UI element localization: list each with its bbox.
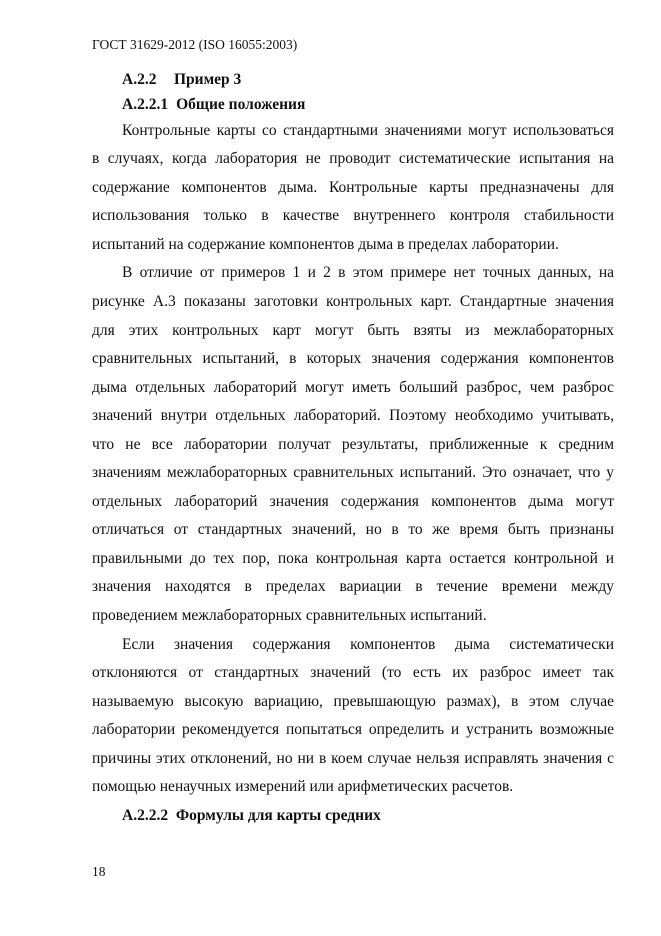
subsection-heading-formulas: [122, 802, 644, 831]
paragraph-line: называемую высокую вариацию, превышающую размах), в этом случае: [92, 692, 614, 710]
paragraph-line: испытаний на содержание компонентов дыма в пределах лаборатории.: [92, 235, 559, 253]
paragraph-line: значения находятся в пределах вариации в течение времени между: [92, 578, 614, 596]
subsection2-title: Формулы для карты средних: [175, 806, 381, 824]
subsection2-number: А.2.2.2: [122, 806, 169, 824]
paragraph-line: рисунке А.3 показаны заготовки контрольных карт. Стандартные значения: [92, 292, 614, 310]
document-header: ГОСТ 31629-2012 (ISO 16055:2003): [92, 37, 298, 52]
paragraph-line: в случаях, когда лаборатория не проводит систематические испытания на: [92, 150, 614, 168]
paragraph-line: отклоняются от стандартных значений (то есть их разброс имеет так: [92, 664, 614, 682]
paragraph-line: значений внутри отдельных лабораторий. Поэтому необходимо учитывать,: [92, 407, 614, 425]
paragraph-line: отдельных лабораторий значения содержания компонентов дыма могут: [92, 492, 614, 510]
paragraph-line: содержание компонентов дыма. Контрольные карты предназначены для: [92, 178, 614, 196]
paragraph-line: В отличие от примеров 1 и 2 в этом примере нет точных данных, на: [122, 264, 614, 282]
paragraph: [92, 117, 614, 260]
subsection-number: А.2.2.1: [122, 96, 169, 113]
paragraph-line: для этих контрольных карт могут быть взяты из межлабораторных: [92, 321, 614, 339]
subsection-title: Общие положения: [176, 96, 306, 113]
section-title: Пример 3: [174, 71, 242, 88]
paragraph-line: проведением межлабораторных сравнительных испытаний.: [92, 606, 487, 624]
paragraph-line: значениям межлабораторных сравнительных испытаний. Это означает, что у: [92, 464, 614, 482]
paragraph-line: Если значения содержания компонентов дыма систематически: [122, 635, 614, 653]
paragraph-line: лаборатории рекомендуется попытаться определить и устранить возможные: [92, 721, 614, 739]
paragraph-line: что не все лаборатории получат результаты, приближенные к средним: [92, 435, 614, 453]
document-body: [92, 117, 614, 831]
paragraph: [92, 259, 614, 630]
paragraph-line: правильными до тех пор, пока контрольная карта остается контрольной и: [92, 549, 614, 567]
paragraph-line: помощью ненаучных измерений или арифметических расчетов.: [92, 778, 514, 796]
paragraph-line: использования только в качестве внутреннего контроля стабильности: [92, 207, 614, 225]
paragraph-line: дыма отдельных лабораторий могут иметь больший разброс, чем разброс: [92, 378, 614, 396]
page-number: 18: [92, 864, 106, 879]
subsection-heading: [122, 95, 305, 115]
paragraph-line: сравнительных испытаний, в которых значения содержания компонентов: [92, 350, 614, 368]
paragraph-line: Контрольные карты со стандартными значениями могут использоваться: [122, 121, 614, 139]
paragraph-line: причины этих отклонений, но ни в коем случае нельзя исправлять значения с: [92, 749, 614, 767]
section-number: А.2.2: [122, 71, 157, 88]
paragraph: [92, 631, 614, 802]
paragraph-line: отличаться от стандартных значений, но в то же время быть признаны: [92, 521, 614, 539]
section-heading: [122, 70, 241, 90]
